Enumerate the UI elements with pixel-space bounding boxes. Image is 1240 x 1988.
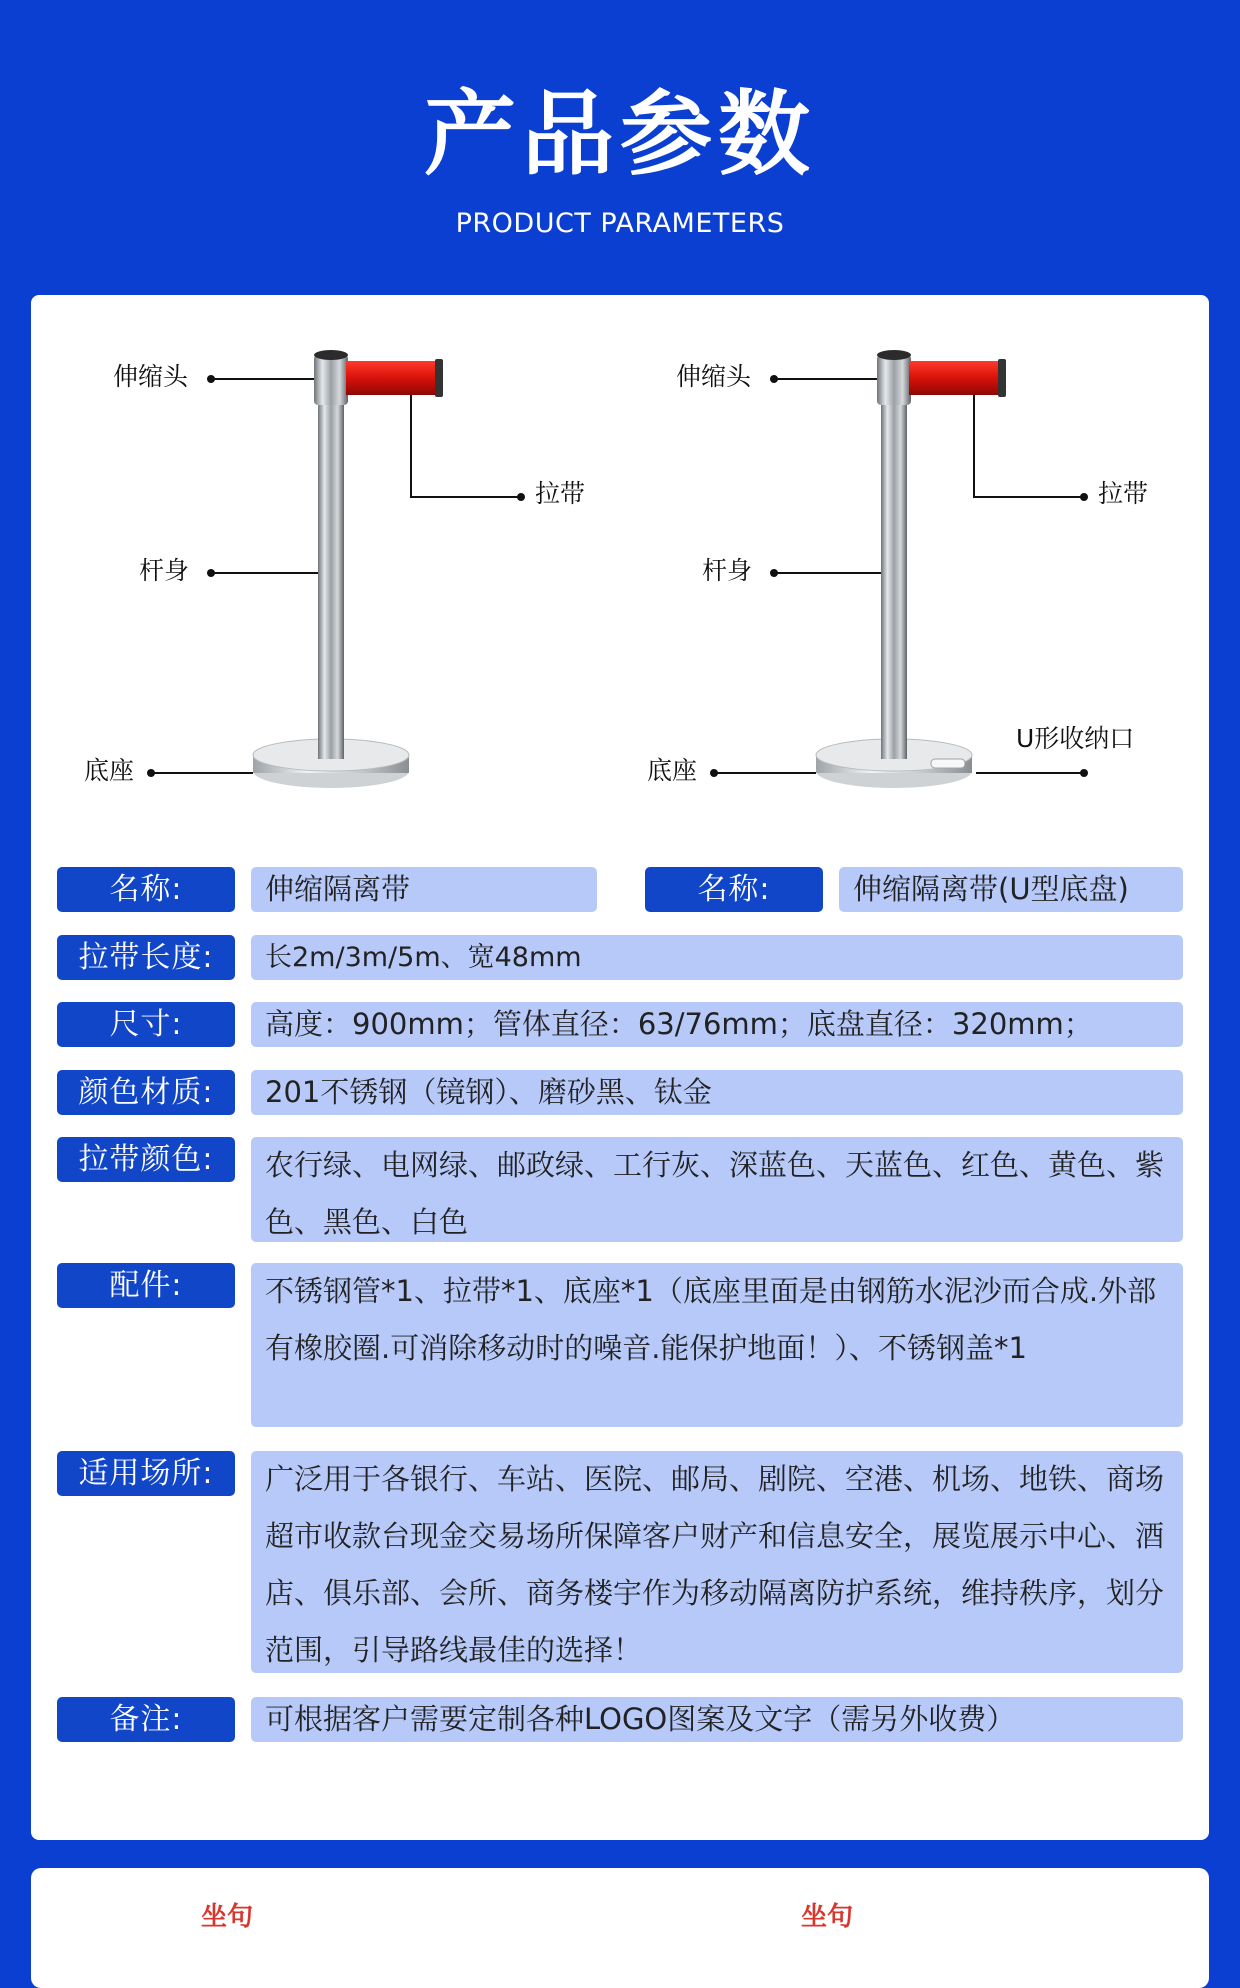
right-slot-label: U形收纳口 (1016, 724, 1135, 753)
next-section-title-right: 坐句 (801, 1902, 854, 1932)
spec-value: 长2m/3m/5m、宽48mm (251, 935, 1183, 980)
product-diagram (31, 295, 1209, 835)
spec-label: 颜色材质: (57, 1070, 235, 1115)
next-section-title-left: 坐句 (201, 1902, 254, 1932)
right-stanchion (710, 350, 1088, 788)
spec-value: 不锈钢管*1、拉带*1、底座*1（底座里面是由钢筋水泥沙而合成.外部有橡胶圈.可消除移动时的噪音.能保护地面！）、不锈钢盖*1 (251, 1263, 1183, 1427)
right-head-label: 伸缩头 (676, 362, 752, 391)
spec-value: 201不锈钢（镜钢）、磨砂黑、钛金 (251, 1070, 1183, 1115)
spec-label-name-1: 名称: (57, 867, 235, 912)
page-header (0, 0, 1240, 295)
page-subtitle: PRODUCT PARAMETERS (455, 208, 785, 239)
spec-label: 拉带长度: (57, 935, 235, 980)
page-title: 产品参数 (423, 81, 816, 188)
spec-label: 配件: (57, 1263, 235, 1308)
spec-label: 拉带颜色: (57, 1137, 235, 1182)
spec-label: 备注: (57, 1697, 235, 1742)
right-belt-label: 拉带 (1098, 479, 1149, 508)
spec-label: 尺寸: (57, 1002, 235, 1047)
right-pole-label: 杆身 (702, 556, 753, 585)
left-base-label: 底座 (84, 756, 135, 785)
left-pole-label: 杆身 (139, 556, 190, 585)
spec-value: 农行绿、电网绿、邮政绿、工行灰、深蓝色、天蓝色、红色、黄色、紫色、黑色、白色 (251, 1137, 1183, 1242)
spec-value-name-1: 伸缩隔离带 (251, 867, 597, 912)
spec-label-name-2: 名称: (645, 867, 823, 912)
left-belt-label: 拉带 (535, 479, 586, 508)
stanchion-illustration (31, 295, 1209, 835)
spec-value-name-2: 伸缩隔离带(U型底盘) (839, 867, 1183, 912)
spec-value: 高度：900mm；管体直径：63/76mm；底盘直径：320mm； (251, 1002, 1183, 1047)
spec-value: 可根据客户需要定制各种LOGO图案及文字（需另外收费） (251, 1697, 1183, 1742)
right-base-label: 底座 (647, 756, 698, 785)
spec-label: 适用场所: (57, 1451, 235, 1496)
spec-value: 广泛用于各银行、车站、医院、邮局、剧院、空港、机场、地铁、商场超市收款台现金交易场所保障客户财产和信息安全，展览展示中心、酒店、俱乐部、会所、商务楼宇作为移动隔离防护系统，维持秩序，划分范围，引导路线最佳的选择！ (251, 1451, 1183, 1673)
left-head-label: 伸缩头 (113, 362, 189, 391)
next-section-card (31, 1868, 1209, 1988)
parameters-card (31, 295, 1209, 1840)
left-stanchion (147, 350, 525, 788)
